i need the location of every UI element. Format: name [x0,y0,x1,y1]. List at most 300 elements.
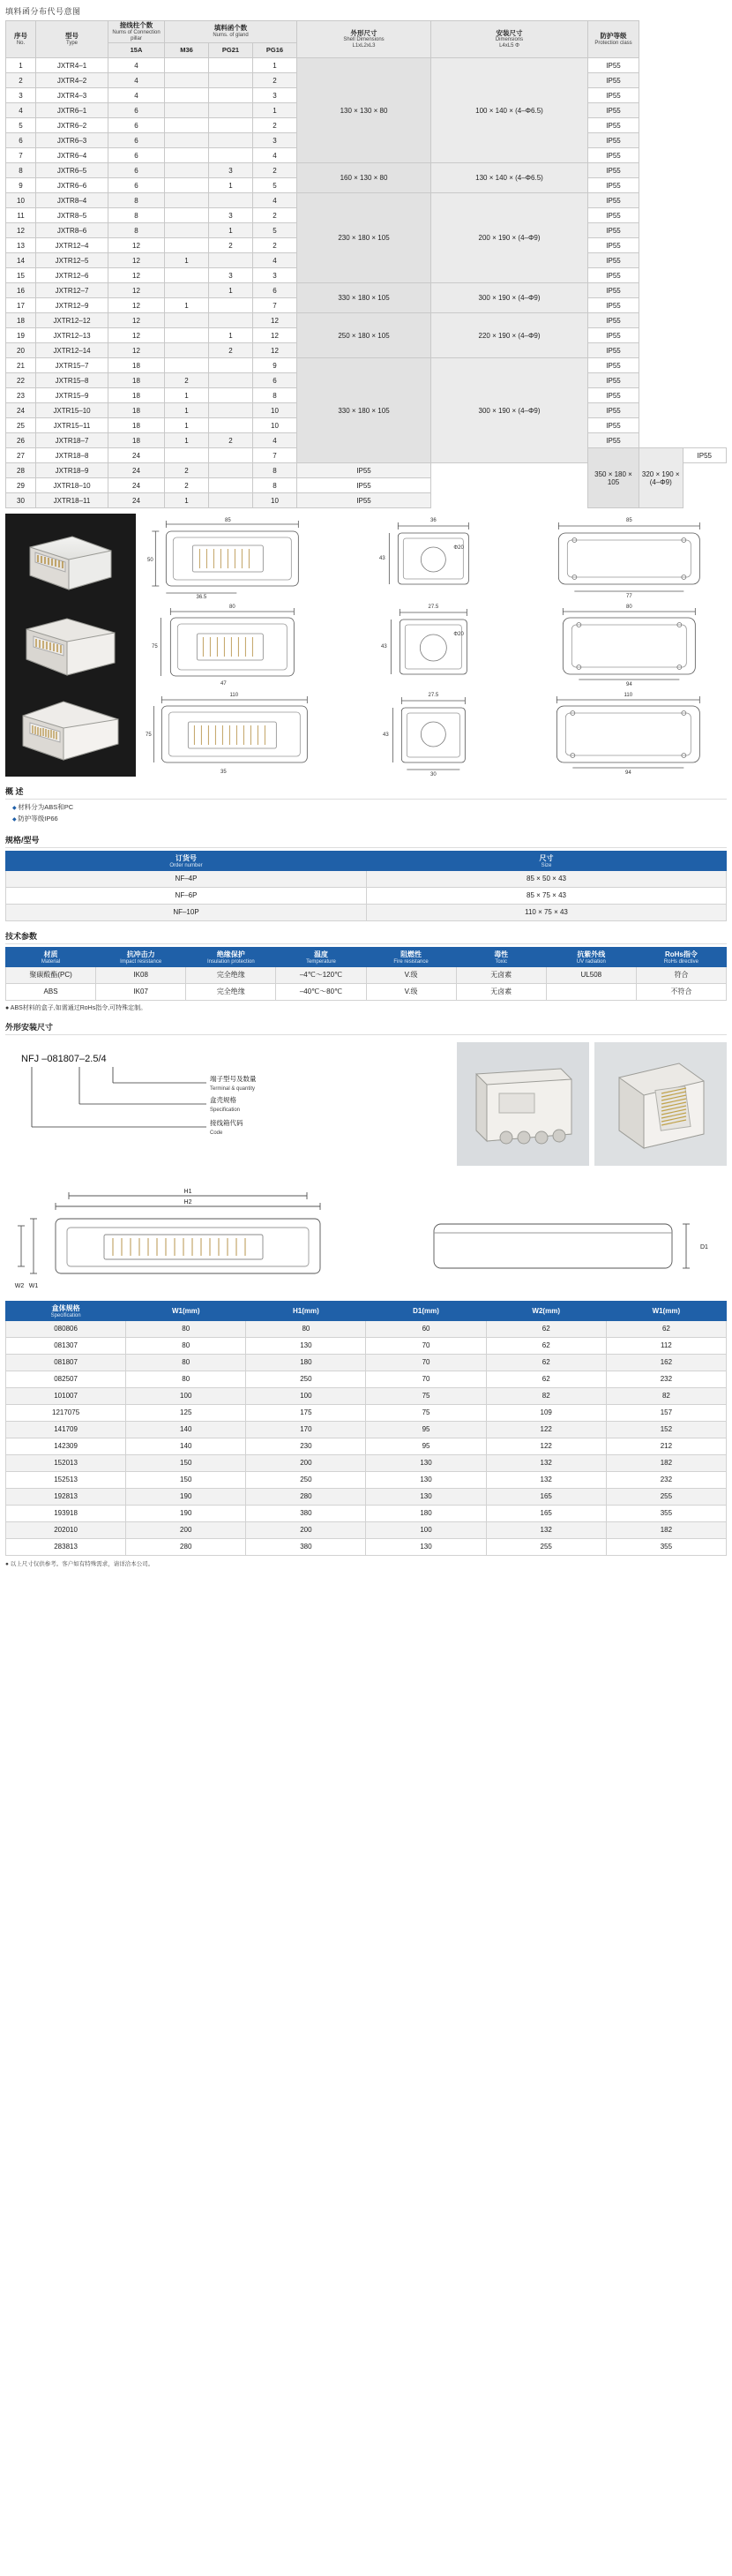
table-row [6,1404,727,1421]
svg-text:35: 35 [220,770,227,776]
spec-cell-pg21 [209,463,253,478]
size-cell: 80 [126,1320,246,1337]
code-diagram [5,1042,446,1175]
spec-cell-pg16: 2 [253,118,297,133]
size-cell: 80 [126,1354,246,1371]
size-cell: 212 [606,1438,726,1454]
spec-cell-no: 4 [6,103,36,118]
drawing-side-view-3 [336,690,531,777]
spec-cell-15a: 6 [108,103,165,118]
spec-cell-m36 [165,148,209,163]
tech-cell: 不符合 [636,983,726,1000]
spec-cell-15a: 24 [108,448,165,463]
drawing-top-view-1 [139,514,334,600]
spec-cell-no: 16 [6,283,36,298]
spec-cell-m36 [165,178,209,193]
size-cell: 132 [486,1471,606,1488]
spec-cell-mount: 130 × 140 × (4–Φ6.5) [431,163,588,193]
size-cell: 130 [246,1337,366,1354]
spec-cell-mount: 200 × 190 × (4–Φ9) [431,193,588,283]
spec-cell-protection: IP55 [588,343,639,358]
spec-cell-no: 5 [6,118,36,133]
spec-cell-pg21: 3 [209,268,253,283]
spec-cell-15a: 6 [108,163,165,178]
spec-cell-no: 23 [6,388,36,403]
svg-text:36.5: 36.5 [196,595,207,601]
product-image-closed [457,1042,589,1166]
spec-cell-15a: 6 [108,148,165,163]
size-cell: 255 [486,1538,606,1555]
size-cell: 62 [486,1354,606,1371]
spec-cell-no: 29 [6,478,36,493]
spec-cell-shell: 160 × 130 × 80 [297,163,431,193]
size-cell: 157 [606,1404,726,1421]
spec-cell-no: 1 [6,58,36,73]
spec-cell-pg16: 12 [253,313,297,328]
spec-cell-15a: 12 [108,343,165,358]
dimension-drawings [5,1183,727,1298]
order-cell-number: NF–4P [6,870,367,887]
spec-cell-type: JXTR8–6 [36,223,108,238]
spec-cell-shell: 350 × 180 × 105 [588,448,639,508]
tech-heading: 技术参数 [5,930,727,944]
overview-heading: 概 述 [5,785,727,800]
spec-cell-type: JXTR18–7 [36,433,108,448]
spec-cell-type: JXTR8–5 [36,208,108,223]
size-cell: 230 [246,1438,366,1454]
spec-cell-type: JXTR6–1 [36,103,108,118]
spec-cell-protection: IP55 [588,253,639,268]
size-cell: 190 [126,1488,246,1505]
size-cell: 140 [126,1421,246,1438]
spec-cell-15a: 12 [108,298,165,313]
spec-cell-m36 [165,313,209,328]
size-cell: 132 [486,1454,606,1471]
size-cell: 150 [126,1454,246,1471]
spec-cell-no: 19 [6,328,36,343]
size-cell: 232 [606,1471,726,1488]
col-no: 序号 No. [6,21,36,58]
spec-cell-m36: 2 [165,478,209,493]
spec-cell-15a: 24 [108,478,165,493]
product-photo-strip [5,514,136,777]
spec-cell-protection: IP55 [588,178,639,193]
spec-cell-15a: 18 [108,373,165,388]
spec-cell-type: JXTR12–6 [36,268,108,283]
spec-cell-pg21 [209,403,253,418]
spec-cell-protection: IP55 [588,118,639,133]
spec-cell-no: 9 [6,178,36,193]
spec-cell-pg21: 2 [209,343,253,358]
spec-cell-pg21 [209,313,253,328]
svg-text:Φ20: Φ20 [452,632,464,638]
spec-cell-m36 [165,238,209,253]
spec-cell-protection: IP55 [588,223,639,238]
spec-cell-15a: 12 [108,283,165,298]
spec-cell-protection: IP55 [297,478,431,493]
size-cell: 380 [246,1538,366,1555]
size-cell: 165 [486,1505,606,1521]
svg-text:36: 36 [429,518,437,524]
spec-cell-pg21 [209,103,253,118]
spec-cell-type: JXTR4–2 [36,73,108,88]
tech-cell: IK07 [96,983,186,1000]
svg-text:43: 43 [378,556,385,562]
svg-text:43: 43 [382,732,389,739]
table-row [6,283,727,298]
page-footnote: ● 以上尺寸仅供参考。客户如有特殊需求，请详洽本公司。 [5,1560,154,1567]
size-cell: 75 [366,1404,486,1421]
drawing-top-view-3 [139,690,334,777]
size-cell: 152013 [6,1454,126,1471]
spec-cell-15a: 4 [108,88,165,103]
table-row [6,58,727,73]
tech-cell: V.级 [366,983,456,1000]
spec-cell-m36 [165,283,209,298]
order-heading: 规格/型号 [5,834,727,848]
size-cell: 80 [246,1320,366,1337]
spec-cell-no: 12 [6,223,36,238]
size-cell: 80 [126,1371,246,1387]
spec-cell-15a: 18 [108,433,165,448]
drawing-bottom-view-2 [532,602,727,688]
svg-text:27.5: 27.5 [428,605,438,611]
svg-text:盒壳规格: 盒壳规格 [210,1095,236,1104]
spec-cell-no: 3 [6,88,36,103]
overview-bullet: ◆ 材料分为ABS和PC [12,802,727,814]
size-cell: 280 [246,1488,366,1505]
spec-cell-m36 [165,73,209,88]
spec-cell-m36: 2 [165,463,209,478]
tech-table-body [6,966,727,1000]
size-cell: 101007 [6,1387,126,1404]
spec-cell-pg21: 2 [209,433,253,448]
tech-cell [546,983,636,1000]
col-gland-group: 填料函个数 Nums. of gland [165,21,297,43]
spec-cell-type: JXTR18–9 [36,463,108,478]
size-cell: 283813 [6,1538,126,1555]
table-row [6,870,727,887]
order-cell-size: 85 × 75 × 43 [367,887,727,904]
order-table-body [6,870,727,920]
spec-cell-mount: 100 × 140 × (4–Φ6.5) [431,58,588,163]
col-pg16: PG16 [253,43,297,58]
spec-cell-15a: 24 [108,493,165,508]
overview-bullets [12,802,727,824]
order-cell-number: NF–10P [6,904,367,920]
size-cell: 70 [366,1371,486,1387]
order-col-number: 订货号 Order number [6,851,367,870]
spec-cell-15a: 24 [108,463,165,478]
svg-text:NFJ –081807–2.5/4: NFJ –081807–2.5/4 [21,1053,107,1064]
col-conn-group: 接线柱个数 Nums of Connection pillar [108,21,165,43]
spec-cell-no: 13 [6,238,36,253]
svg-text:80: 80 [228,605,235,611]
spec-cell-15a: 12 [108,313,165,328]
size-cell: 152 [606,1421,726,1438]
table-row [6,983,727,1000]
size-cell: 182 [606,1454,726,1471]
spec-cell-shell: 330 × 180 × 105 [297,358,431,463]
spec-cell-pg21 [209,448,253,463]
size-cell: 150 [126,1471,246,1488]
size-cell: 75 [366,1387,486,1404]
spec-cell-pg21: 3 [209,163,253,178]
spec-cell-pg16: 4 [253,193,297,208]
size-cell: 182 [606,1521,726,1538]
spec-cell-pg16: 2 [253,208,297,223]
spec-cell-m36 [165,133,209,148]
spec-cell-pg16: 10 [253,418,297,433]
dimension-heading: 外形安装尺寸 [5,1021,727,1035]
tech-col-header: RoHs指令 RoHs directive [636,947,726,966]
col-m36: M36 [165,43,209,58]
size-cell: 130 [366,1488,486,1505]
size-cell: 100 [246,1387,366,1404]
order-col-size: 尺寸 Size [367,851,727,870]
spec-cell-pg21 [209,118,253,133]
spec-cell-pg21 [209,388,253,403]
size-cell: 200 [246,1521,366,1538]
col-shell: 外形尺寸 Shell Dimensions L1xL2xL3 [297,21,431,58]
spec-cell-type: JXTR6–4 [36,148,108,163]
spec-cell-pg16: 8 [253,388,297,403]
spec-cell-pg16: 3 [253,133,297,148]
spec-cell-shell: 330 × 180 × 105 [297,283,431,313]
technical-drawings [136,514,727,777]
overview-bullet: ◆ 防护等级IP66 [12,814,727,825]
size-col-header: W2(mm) [486,1301,606,1320]
tech-cell: IK08 [96,966,186,983]
spec-cell-pg16: 2 [253,73,297,88]
spec-cell-m36: 1 [165,418,209,433]
tech-cell: V.级 [366,966,456,983]
drawing-side-view-2 [336,602,531,688]
spec-cell-15a: 6 [108,178,165,193]
spec-cell-m36 [165,343,209,358]
svg-text:77: 77 [626,594,633,600]
size-cell: 125 [126,1404,246,1421]
spec-cell-15a: 8 [108,223,165,238]
size-cell: 152513 [6,1471,126,1488]
size-col-header: H1(mm) [246,1301,366,1320]
size-cell: 1217075 [6,1404,126,1421]
spec-cell-pg21 [209,358,253,373]
spec-cell-no: 28 [6,463,36,478]
spec-cell-no: 21 [6,358,36,373]
tech-cell: 聚碳酸酯(PC) [6,966,96,983]
spec-cell-no: 18 [6,313,36,328]
tech-cell: 无卤素 [456,983,546,1000]
spec-cell-protection: IP55 [588,313,639,328]
table-row [6,1438,727,1454]
spec-cell-pg16: 6 [253,283,297,298]
svg-text:接线箱代码: 接线箱代码 [210,1118,243,1127]
size-cell: 165 [486,1488,606,1505]
tech-col-header: 抗冲击力 Impact resistance [96,947,186,966]
tech-table [5,947,727,1001]
spec-cell-m36 [165,163,209,178]
spec-cell-m36: 2 [165,373,209,388]
spec-cell-mount: 220 × 190 × (4–Φ9) [431,313,588,358]
spec-cell-no: 7 [6,148,36,163]
svg-text:75: 75 [151,644,158,650]
size-cell: 95 [366,1421,486,1438]
size-cell: 200 [246,1454,366,1471]
spec-cell-m36 [165,223,209,238]
drawing-top-view-2 [139,602,334,688]
svg-text:Code: Code [210,1130,223,1136]
svg-text:D1: D1 [700,1243,708,1250]
table-row [6,1354,727,1371]
size-cell: 82 [606,1387,726,1404]
tech-col-header: 材质 Material [6,947,96,966]
size-cell: 180 [366,1505,486,1521]
table-row [6,1337,727,1354]
spec-cell-m36 [165,328,209,343]
spec-cell-pg16: 1 [253,103,297,118]
page-title: 填料函分布代号意图 [5,7,81,16]
spec-cell-pg16: 8 [253,463,297,478]
dimension-front-view [5,1183,362,1298]
spec-cell-pg16: 3 [253,268,297,283]
size-cell: 109 [486,1404,606,1421]
product-media-band [5,514,727,777]
spec-cell-15a: 4 [108,58,165,73]
tech-cell: 完全绝缘 [186,983,276,1000]
col-protection: 防护等级 Protection class [588,21,639,58]
tech-col-header: 毒性 Toxic [456,947,546,966]
spec-cell-protection: IP55 [588,73,639,88]
size-cell: 082507 [6,1371,126,1387]
table-row [6,1521,727,1538]
size-cell: 70 [366,1354,486,1371]
size-col-header: 盒体规格 Specification [6,1301,126,1320]
spec-cell-pg21 [209,133,253,148]
table-row [6,1488,727,1505]
size-cell: 081807 [6,1354,126,1371]
size-cell: 60 [366,1320,486,1337]
spec-cell-15a: 18 [108,388,165,403]
spec-cell-protection: IP55 [588,88,639,103]
spec-cell-m36: 1 [165,433,209,448]
spec-cell-type: JXTR6–6 [36,178,108,193]
size-cell: 62 [606,1320,726,1337]
size-cell: 82 [486,1387,606,1404]
size-col-header: W1(mm) [126,1301,246,1320]
spec-cell-protection: IP55 [588,238,639,253]
size-cell: 122 [486,1421,606,1438]
spec-cell-15a: 8 [108,193,165,208]
table-row [6,163,727,178]
size-cell: 100 [126,1387,246,1404]
product-images [446,1042,727,1166]
spec-cell-pg16: 4 [253,433,297,448]
svg-text:43: 43 [380,644,387,650]
svg-text:Φ20: Φ20 [452,545,464,552]
drawing-bottom-view-1 [532,514,727,600]
table-row [6,1371,727,1387]
svg-text:85: 85 [224,518,231,524]
size-cell: 130 [366,1538,486,1555]
spec-cell-pg21 [209,193,253,208]
svg-text:47: 47 [220,681,227,687]
spec-cell-pg16: 10 [253,493,297,508]
spec-cell-type: JXTR18–11 [36,493,108,508]
spec-cell-pg21 [209,373,253,388]
spec-cell-shell: 130 × 130 × 80 [297,58,431,163]
spec-cell-pg21: 1 [209,223,253,238]
size-cell: 180 [246,1354,366,1371]
spec-cell-protection: IP55 [588,388,639,403]
spec-cell-shell: 250 × 180 × 105 [297,313,431,358]
spec-cell-pg16: 8 [253,478,297,493]
col-pg21: PG21 [209,43,253,58]
spec-cell-protection: IP55 [297,493,431,508]
svg-text:94: 94 [626,682,633,688]
size-cell: 255 [606,1488,726,1505]
tech-cell: –40℃～80℃ [276,983,366,1000]
spec-cell-m36 [165,448,209,463]
spec-cell-protection: IP55 [588,133,639,148]
spec-cell-m36: 1 [165,388,209,403]
size-cell: 190 [126,1505,246,1521]
spec-cell-mount: 300 × 190 × (4–Φ9) [431,358,588,463]
table-row [6,887,727,904]
table-row [6,193,727,208]
size-cell: 162 [606,1354,726,1371]
svg-text:W2: W2 [14,1282,25,1289]
spec-cell-no: 8 [6,163,36,178]
spec-cell-mount: 320 × 190 × (4–Φ9) [639,448,683,508]
spec-cell-pg21 [209,478,253,493]
spec-cell-15a: 18 [108,358,165,373]
spec-cell-type: JXTR4–3 [36,88,108,103]
size-cell: 193918 [6,1505,126,1521]
spec-cell-15a: 12 [108,238,165,253]
svg-text:110: 110 [229,693,239,699]
spec-cell-protection: IP55 [588,163,639,178]
spec-cell-type: JXTR15–8 [36,373,108,388]
spec-cell-m36: 1 [165,298,209,313]
order-cell-number: NF–6P [6,887,367,904]
spec-cell-type: JXTR15–7 [36,358,108,373]
spec-cell-protection: IP55 [588,358,639,373]
table-row [6,1454,727,1471]
spec-cell-protection: IP55 [588,58,639,73]
table-row [6,1387,727,1404]
spec-cell-pg21 [209,253,253,268]
spec-cell-pg16: 9 [253,358,297,373]
tech-cell: 完全绝缘 [186,966,276,983]
spec-cell-pg21 [209,58,253,73]
spec-cell-pg16: 2 [253,238,297,253]
product-photo-1 [14,521,127,602]
svg-text:75: 75 [145,732,152,739]
spec-table-body [6,58,727,508]
spec-cell-m36 [165,118,209,133]
svg-text:80: 80 [626,605,633,611]
spec-cell-pg21 [209,493,253,508]
svg-text:H1: H1 [183,1188,192,1195]
spec-cell-15a: 4 [108,73,165,88]
spec-cell-pg16: 10 [253,403,297,418]
spec-cell-pg21 [209,148,253,163]
drawing-side-view-1 [336,514,531,600]
spec-cell-no: 6 [6,133,36,148]
svg-text:27.5: 27.5 [428,693,438,699]
size-cell: 112 [606,1337,726,1354]
